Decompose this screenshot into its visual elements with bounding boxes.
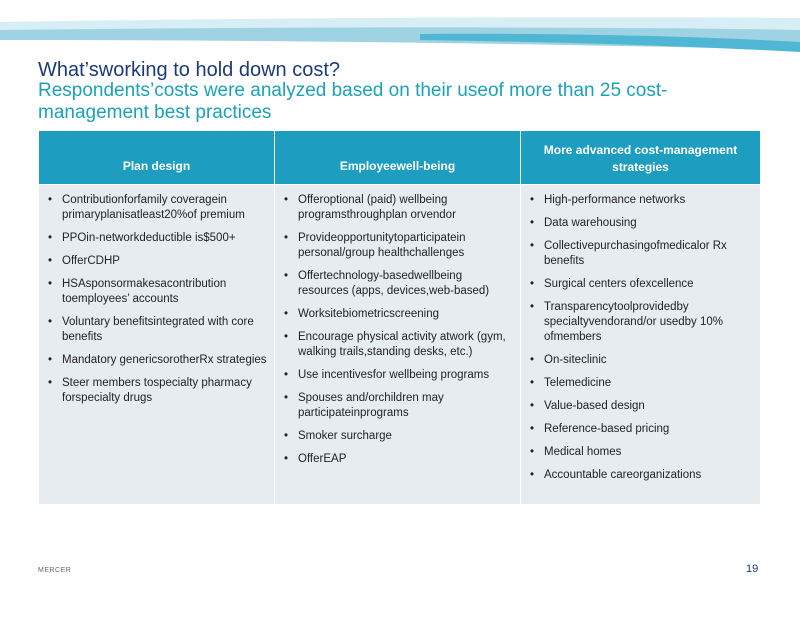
column-header-advanced-strategies: More advanced cost-management strategies [520, 131, 760, 184]
list-item: • High-performance networks [529, 193, 754, 208]
list-item: • Medical homes [529, 445, 754, 460]
list-item: • Contributionforfamily coveragein primaryplanisatleast20%of premium [47, 193, 268, 223]
list-item: • OfferCDHP [47, 254, 268, 269]
list-item: • Accountable careorganizations [529, 468, 754, 483]
column-header-employee-wellbeing: Employeewell-being [274, 131, 520, 184]
column-body-employee-wellbeing [274, 184, 520, 504]
list-item: • Use incentivesfor wellbeing programs [283, 368, 514, 383]
list-item: • Offeroptional (paid) wellbeing programsthroughplan orvendor [283, 193, 514, 223]
footer-brand-logo: MERCER [38, 567, 72, 574]
plan-design-list [47, 193, 268, 406]
list-item: • Data warehousing [529, 216, 754, 231]
column-body-plan-design [39, 184, 274, 504]
column-body-advanced-strategies [520, 184, 760, 504]
list-item: • Telemedicine [529, 376, 754, 391]
decorative-header-band [0, 0, 800, 52]
list-item: • OfferEAP [283, 452, 514, 467]
list-item: • Provideopportunitytoparticipatein personal/group healthchallenges [283, 231, 514, 261]
page-number: 19 [746, 563, 759, 575]
list-item: • Surgical centers ofexcellence [529, 277, 754, 292]
list-item: • HSAsponsormakesacontribution toemployees’ accounts [47, 277, 268, 307]
list-item: • Offertechnology-basedwellbeing resources (apps, devices,web-based) [283, 269, 514, 299]
list-item: • Mandatory genericsorotherRx strategies [47, 353, 268, 368]
list-item: • Spouses and/orchildren may participateinprograms [283, 391, 514, 421]
list-item: • Value-based design [529, 399, 754, 414]
list-item: • Voluntary benefitsintegrated with core benefits [47, 315, 268, 345]
column-header-plan-design: Plan design [39, 131, 274, 184]
list-item: • Collectivepurchasingofmedicalor Rx benefits [529, 239, 754, 269]
list-item: • Steer members tospecialty pharmacy forspecialty drugs [47, 376, 268, 406]
slide-title: What’sworking to hold down cost? [38, 59, 341, 81]
list-item: • Encourage physical activity atwork (gym, walking trails,standing desks, etc.) [283, 330, 514, 360]
list-item: • Smoker surcharge [283, 429, 514, 444]
list-item: • On-siteclinic [529, 353, 754, 368]
list-item: • PPOin-networkdeductible is$500+ [47, 231, 268, 246]
slide-subtitle: Respondents’costs were analyzed based on their useof more than 25 cost-management best practices [38, 80, 668, 123]
list-item: • Reference-based pricing [529, 422, 754, 437]
advanced-strategies-list [529, 193, 754, 483]
list-item: • Transparencytoolprovidedby specialtyvendorand/or usedby 10% ofmembers [529, 300, 754, 345]
list-item: • Worksitebiometricscreening [283, 307, 514, 322]
best-practices-table [39, 131, 760, 504]
employee-wellbeing-list [283, 193, 514, 467]
